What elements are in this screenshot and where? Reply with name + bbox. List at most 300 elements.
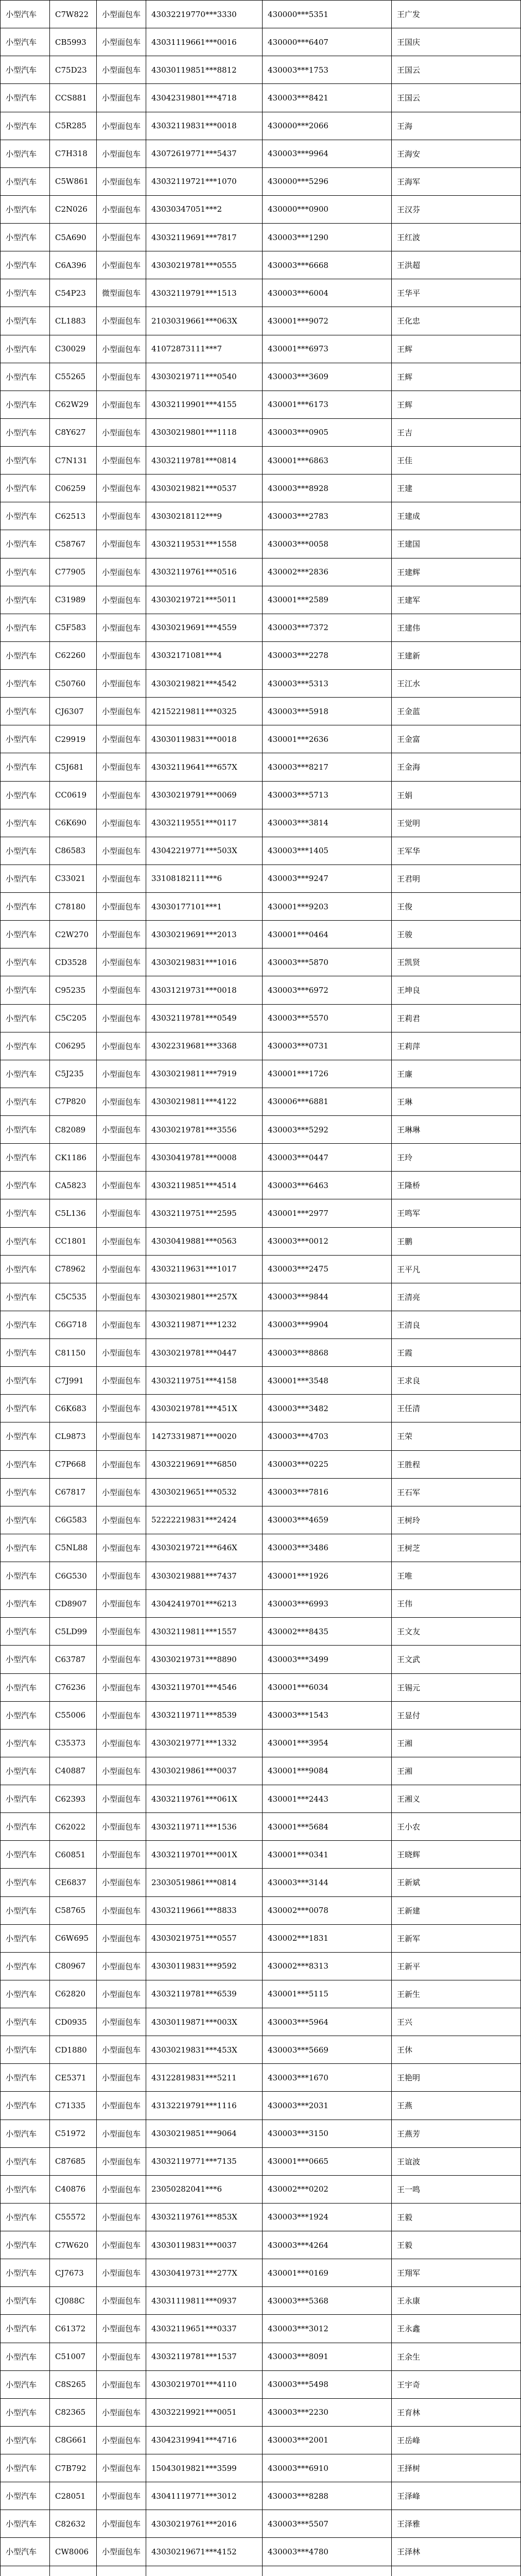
- vehicle-type-cell: 小型面包车: [97, 112, 146, 140]
- record-code-cell: 430001***2636: [263, 725, 392, 753]
- id-number-cell: 43030219801***1118: [146, 418, 263, 446]
- plate-number-cell: C71335: [50, 2092, 97, 2120]
- id-number-cell: 43032219770***3330: [146, 1, 263, 28]
- table-row: [1, 893, 521, 921]
- owner-name-cell: [392, 2566, 521, 2576]
- vehicle-type-cell: 小型面包车: [97, 1116, 146, 1144]
- id-number-cell: 43031219731***0018: [146, 976, 263, 1004]
- plate-number-cell: C62022: [50, 1813, 97, 1841]
- owner-name-cell: 王廉: [392, 1060, 521, 1088]
- plate-number-cell: C7J991: [50, 1367, 97, 1395]
- vehicle-type-cell: 小型面包车: [97, 1, 146, 28]
- id-number-cell: 43030219711***0540: [146, 363, 263, 391]
- table-row: [1, 1757, 521, 1785]
- record-code-cell: 430000***6407: [263, 28, 392, 56]
- plate-number-cell: CE5371: [50, 2064, 97, 2092]
- record-code-cell: 430003***0225: [263, 1450, 392, 1478]
- owner-name-cell: 王建伟: [392, 614, 521, 641]
- id-number-cell: 43032119781***6539: [146, 1980, 263, 2008]
- vehicle-category-cell: 小型汽车: [1, 809, 50, 837]
- plate-number-cell: C82089: [50, 1116, 97, 1144]
- vehicle-category-cell: 小型汽车: [1, 586, 50, 614]
- id-number-cell: 43030219801***257X: [146, 1283, 263, 1311]
- vehicle-category-cell: 小型汽车: [1, 335, 50, 363]
- vehicle-type-cell: 小型面包车: [97, 753, 146, 781]
- owner-name-cell: 王新生: [392, 1980, 521, 2008]
- id-number-cell: 43032119721***1070: [146, 167, 263, 195]
- id-number-cell: 43132219791***1116: [146, 2092, 263, 2120]
- id-number-cell: 14273319871***0020: [146, 1422, 263, 1450]
- owner-name-cell: 王隆桥: [392, 1172, 521, 1199]
- vehicle-type-cell: 小型面包车: [97, 1785, 146, 1813]
- plate-number-cell: C55572: [50, 2203, 97, 2231]
- vehicle-type-cell: 小型面包车: [97, 474, 146, 502]
- vehicle-type-cell: 小型面包车: [97, 1422, 146, 1450]
- table-row: [1, 1032, 521, 1060]
- vehicle-category-cell: 小型汽车: [1, 1032, 50, 1060]
- vehicle-type-cell: 小型面包车: [97, 893, 146, 921]
- vehicle-type-cell: 小型面包车: [97, 781, 146, 809]
- vehicle-category-cell: 小型汽车: [1, 614, 50, 641]
- plate-number-cell: C7W822: [50, 1, 97, 28]
- vehicle-type-cell: 小型面包车: [97, 641, 146, 669]
- record-code-cell: 430003***8421: [263, 84, 392, 112]
- vehicle-type-cell: 小型面包车: [97, 921, 146, 948]
- record-code-cell: 430003***0447: [263, 1144, 392, 1172]
- id-number-cell: 43041119771***3012: [146, 2482, 263, 2510]
- table-row: [1, 586, 521, 614]
- id-number-cell: 43032119691***7817: [146, 224, 263, 251]
- id-number-cell: 43032119791***1513: [146, 279, 263, 307]
- plate-number-cell: C7P820: [50, 1088, 97, 1115]
- record-code-cell: 430003***5313: [263, 670, 392, 698]
- vehicle-type-cell: 小型面包车: [97, 1646, 146, 1673]
- vehicle-category-cell: 小型汽车: [1, 363, 50, 391]
- plate-number-cell: C8Y627: [50, 418, 97, 446]
- table-row: [1, 2426, 521, 2454]
- record-code-cell: 430002***1831: [263, 1924, 392, 1952]
- id-number-cell: 43030419781***0008: [146, 1144, 263, 1172]
- plate-number-cell: C7B792: [50, 2454, 97, 2482]
- id-number-cell: 43030419731***277X: [146, 2259, 263, 2287]
- vehicle-category-cell: 小型汽车: [1, 1729, 50, 1757]
- vehicle-category-cell: 小型汽车: [1, 1785, 50, 1813]
- record-code-cell: 430003***5292: [263, 1116, 392, 1144]
- id-number-cell: 43030219771***1332: [146, 1729, 263, 1757]
- plate-number-cell: C29919: [50, 725, 97, 753]
- vehicle-type-cell: 小型面包车: [97, 335, 146, 363]
- table-row: [1, 1088, 521, 1115]
- id-number-cell: 43030219811***7919: [146, 1060, 263, 1088]
- plate-number-cell: C63787: [50, 1646, 97, 1673]
- plate-number-cell: C6G583: [50, 1506, 97, 1534]
- id-number-cell: 43030219821***0537: [146, 474, 263, 502]
- owner-name-cell: 王泽林: [392, 2538, 521, 2566]
- vehicle-category-cell: 小型汽车: [1, 1869, 50, 1896]
- table-row: [1, 976, 521, 1004]
- plate-number-cell: C5W861: [50, 167, 97, 195]
- table-row: [1, 948, 521, 976]
- owner-name-cell: 王华平: [392, 279, 521, 307]
- record-code-cell: 430003***5870: [263, 948, 392, 976]
- table-row: [1, 2259, 521, 2287]
- owner-name-cell: 王建: [392, 474, 521, 502]
- plate-number-cell: C86583: [50, 837, 97, 865]
- vehicle-category-cell: 小型汽车: [1, 1450, 50, 1478]
- record-code-cell: 430003***3814: [263, 809, 392, 837]
- owner-name-cell: 王莉君: [392, 1004, 521, 1032]
- owner-name-cell: 王军华: [392, 837, 521, 865]
- owner-name-cell: 王玲: [392, 1144, 521, 1172]
- owner-name-cell: 王清良: [392, 1311, 521, 1338]
- vehicle-category-cell: 小型汽车: [1, 1004, 50, 1032]
- record-code-cell: 430003***5713: [263, 781, 392, 809]
- owner-name-cell: 王燕芳: [392, 2120, 521, 2147]
- vehicle-category-cell: 小型汽车: [1, 1673, 50, 1701]
- owner-name-cell: 王国庆: [392, 28, 521, 56]
- plate-number-cell: C87685: [50, 2147, 97, 2175]
- record-code-cell: 430001***9203: [263, 893, 392, 921]
- owner-name-cell: 王觉明: [392, 809, 521, 837]
- owner-name-cell: 王娟: [392, 781, 521, 809]
- vehicle-type-cell: 小型面包车: [97, 2036, 146, 2064]
- record-code-cell: 430003***3144: [263, 1869, 392, 1896]
- table-row: [1, 1673, 521, 1701]
- vehicle-category-cell: 小型汽车: [1, 865, 50, 892]
- record-code-cell: 430003***2783: [263, 502, 392, 530]
- plate-number-cell: CE6837: [50, 1869, 97, 1896]
- record-code-cell: 430003***0731: [263, 1032, 392, 1060]
- table-row: [1, 1004, 521, 1032]
- id-number-cell: 43030219651***0532: [146, 1478, 263, 1506]
- table-row: [1, 418, 521, 446]
- table-row: [1, 641, 521, 669]
- table-row: [1, 1, 521, 28]
- table-row: [1, 1841, 521, 1869]
- id-number-cell: 15043019821***3599: [146, 2454, 263, 2482]
- table-row: [1, 28, 521, 56]
- record-code-cell: 430003***1290: [263, 224, 392, 251]
- owner-name-cell: 王任清: [392, 1395, 521, 1422]
- plate-number-cell: C6K683: [50, 1395, 97, 1422]
- vehicle-type-cell: 小型面包车: [97, 2538, 146, 2566]
- owner-name-cell: 王湘义: [392, 1785, 521, 1813]
- record-code-cell: 430003***1924: [263, 2203, 392, 2231]
- vehicle-category-cell: 小型汽车: [1, 1562, 50, 1590]
- vehicle-category-cell: 小型汽车: [1, 1757, 50, 1785]
- vehicle-category-cell: 小型汽车: [1, 1924, 50, 1952]
- table-row: [1, 363, 521, 391]
- vehicle-type-cell: 小型面包车: [97, 1004, 146, 1032]
- vehicle-type-cell: 小型面包车: [97, 2315, 146, 2343]
- owner-name-cell: 王荣: [392, 1422, 521, 1450]
- vehicle-category-cell: 小型汽车: [1, 84, 50, 112]
- owner-name-cell: 王谊波: [392, 2147, 521, 2175]
- vehicle-category-cell: 小型汽车: [1, 1841, 50, 1869]
- plate-number-cell: C55265: [50, 363, 97, 391]
- vehicle-type-cell: 小型面包车: [97, 670, 146, 698]
- record-code-cell: 430003***7816: [263, 1478, 392, 1506]
- owner-name-cell: 王江水: [392, 670, 521, 698]
- vehicle-type-cell: 小型面包车: [97, 1283, 146, 1311]
- table-row: [1, 1701, 521, 1729]
- plate-number-cell: C8G661: [50, 2426, 97, 2454]
- vehicle-type-cell: 小型面包车: [97, 502, 146, 530]
- id-number-cell: 43022319681***3368: [146, 1032, 263, 1060]
- plate-number-cell: C6W695: [50, 1924, 97, 1952]
- owner-name-cell: 王莉萍: [392, 1032, 521, 1060]
- record-code-cell: 430003***9964: [263, 140, 392, 167]
- id-number-cell: 43072619771***5437: [146, 140, 263, 167]
- record-code-cell: 430003***6910: [263, 2454, 392, 2482]
- table-row: [1, 1283, 521, 1311]
- id-number-cell: 43030219721***646X: [146, 1534, 263, 1562]
- record-code-cell: 430001***0665: [263, 2147, 392, 2175]
- table-row: [1, 1060, 521, 1088]
- vehicle-category-cell: 小型汽车: [1, 2231, 50, 2259]
- vehicle-type-cell: [97, 2566, 146, 2576]
- table-row: [1, 2203, 521, 2231]
- plate-number-cell: CW8006: [50, 2538, 97, 2566]
- table-row: [1, 1646, 521, 1673]
- record-code-cell: 430000***5296: [263, 167, 392, 195]
- record-code-cell: 430003***9247: [263, 865, 392, 892]
- owner-name-cell: 王一鸣: [392, 2175, 521, 2203]
- id-number-cell: 43032119781***0814: [146, 447, 263, 474]
- record-code-cell: 430003***3499: [263, 1646, 392, 1673]
- record-code-cell: 430003***5964: [263, 2008, 392, 2036]
- vehicle-category-cell: 小型汽车: [1, 1227, 50, 1255]
- table-row: [1, 1869, 521, 1896]
- owner-name-cell: 王育林: [392, 2398, 521, 2426]
- owner-name-cell: 王平凡: [392, 1255, 521, 1283]
- record-code-cell: 430003***6004: [263, 279, 392, 307]
- id-number-cell: 43030219721***5011: [146, 586, 263, 614]
- record-code-cell: 430003***3482: [263, 1395, 392, 1422]
- vehicle-category-cell: 小型汽车: [1, 1618, 50, 1646]
- table-row: [1, 2036, 521, 2064]
- record-code-cell: 430002***0078: [263, 1896, 392, 1924]
- owner-name-cell: 王海军: [392, 167, 521, 195]
- vehicle-category-cell: 小型汽车: [1, 976, 50, 1004]
- plate-number-cell: CK1186: [50, 1144, 97, 1172]
- id-number-cell: 43032119851***4514: [146, 1172, 263, 1199]
- record-code-cell: 430003***2230: [263, 2398, 392, 2426]
- id-number-cell: 43032119751***2595: [146, 1199, 263, 1227]
- owner-name-cell: 王建成: [392, 502, 521, 530]
- vehicle-type-cell: 小型面包车: [97, 809, 146, 837]
- record-code-cell: 430001***9084: [263, 1757, 392, 1785]
- vehicle-type-cell: 小型面包车: [97, 307, 146, 335]
- plate-number-cell: C58765: [50, 1896, 97, 1924]
- owner-name-cell: 王文友: [392, 1618, 521, 1646]
- table-row: [1, 1729, 521, 1757]
- table-row: [1, 2566, 521, 2576]
- plate-number-cell: C7P668: [50, 1450, 97, 1478]
- record-code-cell: 430002***8435: [263, 1618, 392, 1646]
- plate-number-cell: CD1880: [50, 2036, 97, 2064]
- owner-name-cell: 王毅: [392, 2231, 521, 2259]
- vehicle-category-cell: 小型汽车: [1, 1172, 50, 1199]
- vehicle-category-cell: 小型汽车: [1, 2092, 50, 2120]
- vehicle-type-cell: 小型面包车: [97, 1339, 146, 1367]
- vehicle-category-cell: 小型汽车: [1, 1980, 50, 2008]
- vehicle-category-cell: 小型汽车: [1, 2426, 50, 2454]
- owner-name-cell: 王艳明: [392, 2064, 521, 2092]
- owner-name-cell: 王鸣军: [392, 1199, 521, 1227]
- table-row: [1, 2398, 521, 2426]
- plate-number-cell: C5L136: [50, 1199, 97, 1227]
- table-row: [1, 447, 521, 474]
- record-code-cell: 430002***8313: [263, 1952, 392, 1980]
- id-number-cell: 43032119781***1537: [146, 2343, 263, 2370]
- id-number-cell: 43042319941***4716: [146, 2426, 263, 2454]
- record-code-cell: 430001***3548: [263, 1367, 392, 1395]
- vehicle-type-cell: 小型面包车: [97, 1032, 146, 1060]
- owner-name-cell: 王唯: [392, 1562, 521, 1590]
- id-number-cell: 43032119701***001X: [146, 1841, 263, 1869]
- record-code-cell: 430003***6972: [263, 976, 392, 1004]
- vehicle-type-cell: 小型面包车: [97, 1701, 146, 1729]
- record-code-cell: 430001***0464: [263, 921, 392, 948]
- vehicle-category-cell: 小型汽车: [1, 1339, 50, 1367]
- owner-name-cell: 王海安: [392, 140, 521, 167]
- table-row: [1, 670, 521, 698]
- id-number-cell: 43042219771***503X: [146, 837, 263, 865]
- owner-name-cell: 王休: [392, 2036, 521, 2064]
- id-number-cell: 43030219881***7437: [146, 1562, 263, 1590]
- id-number-cell: 43032119711***1536: [146, 1813, 263, 1841]
- vehicle-category-cell: 小型汽车: [1, 1395, 50, 1422]
- vehicle-type-cell: 小型面包车: [97, 363, 146, 391]
- plate-number-cell: C28051: [50, 2482, 97, 2510]
- plate-number-cell: C61372: [50, 2315, 97, 2343]
- id-number-cell: 43042419701***6213: [146, 1590, 263, 1618]
- owner-name-cell: 王金富: [392, 725, 521, 753]
- id-number-cell: 43030219701***4110: [146, 2370, 263, 2398]
- vehicle-category-cell: 小型汽车: [1, 2008, 50, 2036]
- vehicle-type-cell: 小型面包车: [97, 2008, 146, 2036]
- vehicle-category-cell: 小型汽车: [1, 2147, 50, 2175]
- vehicle-category-cell: 小型汽车: [1, 1701, 50, 1729]
- id-number-cell: 43030219731***8890: [146, 1646, 263, 1673]
- record-code-cell: 430003***5918: [263, 698, 392, 725]
- vehicle-category-cell: 小型汽车: [1, 56, 50, 84]
- vehicle-type-cell: 小型面包车: [97, 2398, 146, 2426]
- vehicle-category-cell: 小型汽车: [1, 1952, 50, 1980]
- id-number-cell: 43030119851***8812: [146, 56, 263, 84]
- table-row: [1, 2482, 521, 2510]
- table-row: [1, 865, 521, 892]
- id-number-cell: 42152219811***0325: [146, 698, 263, 725]
- id-number-cell: 43032171081***4: [146, 641, 263, 669]
- table-row: [1, 1450, 521, 1478]
- id-number-cell: 43030219791***0069: [146, 781, 263, 809]
- vehicle-type-cell: 小型面包车: [97, 614, 146, 641]
- vehicle-type-cell: 小型面包车: [97, 1729, 146, 1757]
- id-number-cell: 43030119871***003X: [146, 2008, 263, 2036]
- vehicle-type-cell: 小型面包车: [97, 28, 146, 56]
- record-code-cell: 430001***1926: [263, 1562, 392, 1590]
- id-number-cell: 43030419881***0563: [146, 1227, 263, 1255]
- table-row: [1, 1562, 521, 1590]
- plate-number-cell: CJ7673: [50, 2259, 97, 2287]
- table-row: [1, 2092, 521, 2120]
- id-number-cell: 43032119651***0337: [146, 2315, 263, 2343]
- vehicle-category-cell: 小型汽车: [1, 670, 50, 698]
- vehicle-category-cell: 小型汽车: [1, 2398, 50, 2426]
- vehicle-type-cell: 小型面包车: [97, 698, 146, 725]
- record-code-cell: 430003***5570: [263, 1004, 392, 1032]
- plate-number-cell: C5C535: [50, 1283, 97, 1311]
- table-row: [1, 781, 521, 809]
- id-number-cell: 43030219781***3556: [146, 1116, 263, 1144]
- owner-name-cell: 王骏: [392, 921, 521, 948]
- plate-number-cell: C5R285: [50, 112, 97, 140]
- vehicle-type-cell: 小型面包车: [97, 865, 146, 892]
- vehicle-category-cell: 小型汽车: [1, 921, 50, 948]
- table-row: [1, 2510, 521, 2538]
- plate-number-cell: C62820: [50, 1980, 97, 2008]
- owner-name-cell: 王琳: [392, 1088, 521, 1115]
- plate-number-cell: C80967: [50, 1952, 97, 1980]
- plate-number-cell: C62260: [50, 641, 97, 669]
- owner-name-cell: 王辉: [392, 363, 521, 391]
- table-row: [1, 391, 521, 418]
- table-row: [1, 1116, 521, 1144]
- vehicle-category-cell: 小型汽车: [1, 641, 50, 669]
- vehicle-category-cell: 小型汽车: [1, 2454, 50, 2482]
- vehicle-category-cell: 小型汽车: [1, 1116, 50, 1144]
- table-row: [1, 1199, 521, 1227]
- owner-name-cell: 王伟: [392, 1590, 521, 1618]
- id-number-cell: 43032119811***1557: [146, 1618, 263, 1646]
- record-code-cell: 430000***0900: [263, 195, 392, 223]
- vehicle-type-cell: 小型面包车: [97, 1367, 146, 1395]
- plate-number-cell: C67817: [50, 1478, 97, 1506]
- vehicle-type-cell: 小型面包车: [97, 2510, 146, 2538]
- record-code-cell: 430001***0341: [263, 1841, 392, 1869]
- vehicle-category-cell: 小型汽车: [1, 558, 50, 586]
- table-row: [1, 307, 521, 335]
- vehicle-category-cell: 小型汽车: [1, 28, 50, 56]
- id-number-cell: 43032119871***1232: [146, 1311, 263, 1338]
- table-row: [1, 2064, 521, 2092]
- vehicle-category-cell: 小型汽车: [1, 837, 50, 865]
- id-number-cell: 43032119831***0018: [146, 112, 263, 140]
- table-row: [1, 335, 521, 363]
- id-number-cell: 43030219811***4122: [146, 1088, 263, 1115]
- vehicle-category-cell: 小型汽车: [1, 2510, 50, 2538]
- id-number-cell: 43030219781***0555: [146, 251, 263, 279]
- plate-number-cell: C62393: [50, 1785, 97, 1813]
- vehicle-category-cell: 小型汽车: [1, 2175, 50, 2203]
- id-number-cell: 23030519861***0814: [146, 1869, 263, 1896]
- owner-name-cell: 王海: [392, 112, 521, 140]
- plate-number-cell: C51007: [50, 2343, 97, 2370]
- record-code-cell: 430001***0169: [263, 2259, 392, 2287]
- owner-name-cell: 王辉: [392, 335, 521, 363]
- vehicle-category-cell: 小型汽车: [1, 725, 50, 753]
- vehicle-type-cell: 小型面包车: [97, 725, 146, 753]
- id-number-cell: 43032119751***4158: [146, 1367, 263, 1395]
- owner-name-cell: 王岳峰: [392, 2426, 521, 2454]
- id-number-cell: 23050282041***6: [146, 2175, 263, 2203]
- vehicle-type-cell: 小型面包车: [97, 1618, 146, 1646]
- vehicle-type-cell: 小型面包车: [97, 2370, 146, 2398]
- vehicle-category-cell: 小型汽车: [1, 1896, 50, 1924]
- record-code-cell: 430003***2475: [263, 1255, 392, 1283]
